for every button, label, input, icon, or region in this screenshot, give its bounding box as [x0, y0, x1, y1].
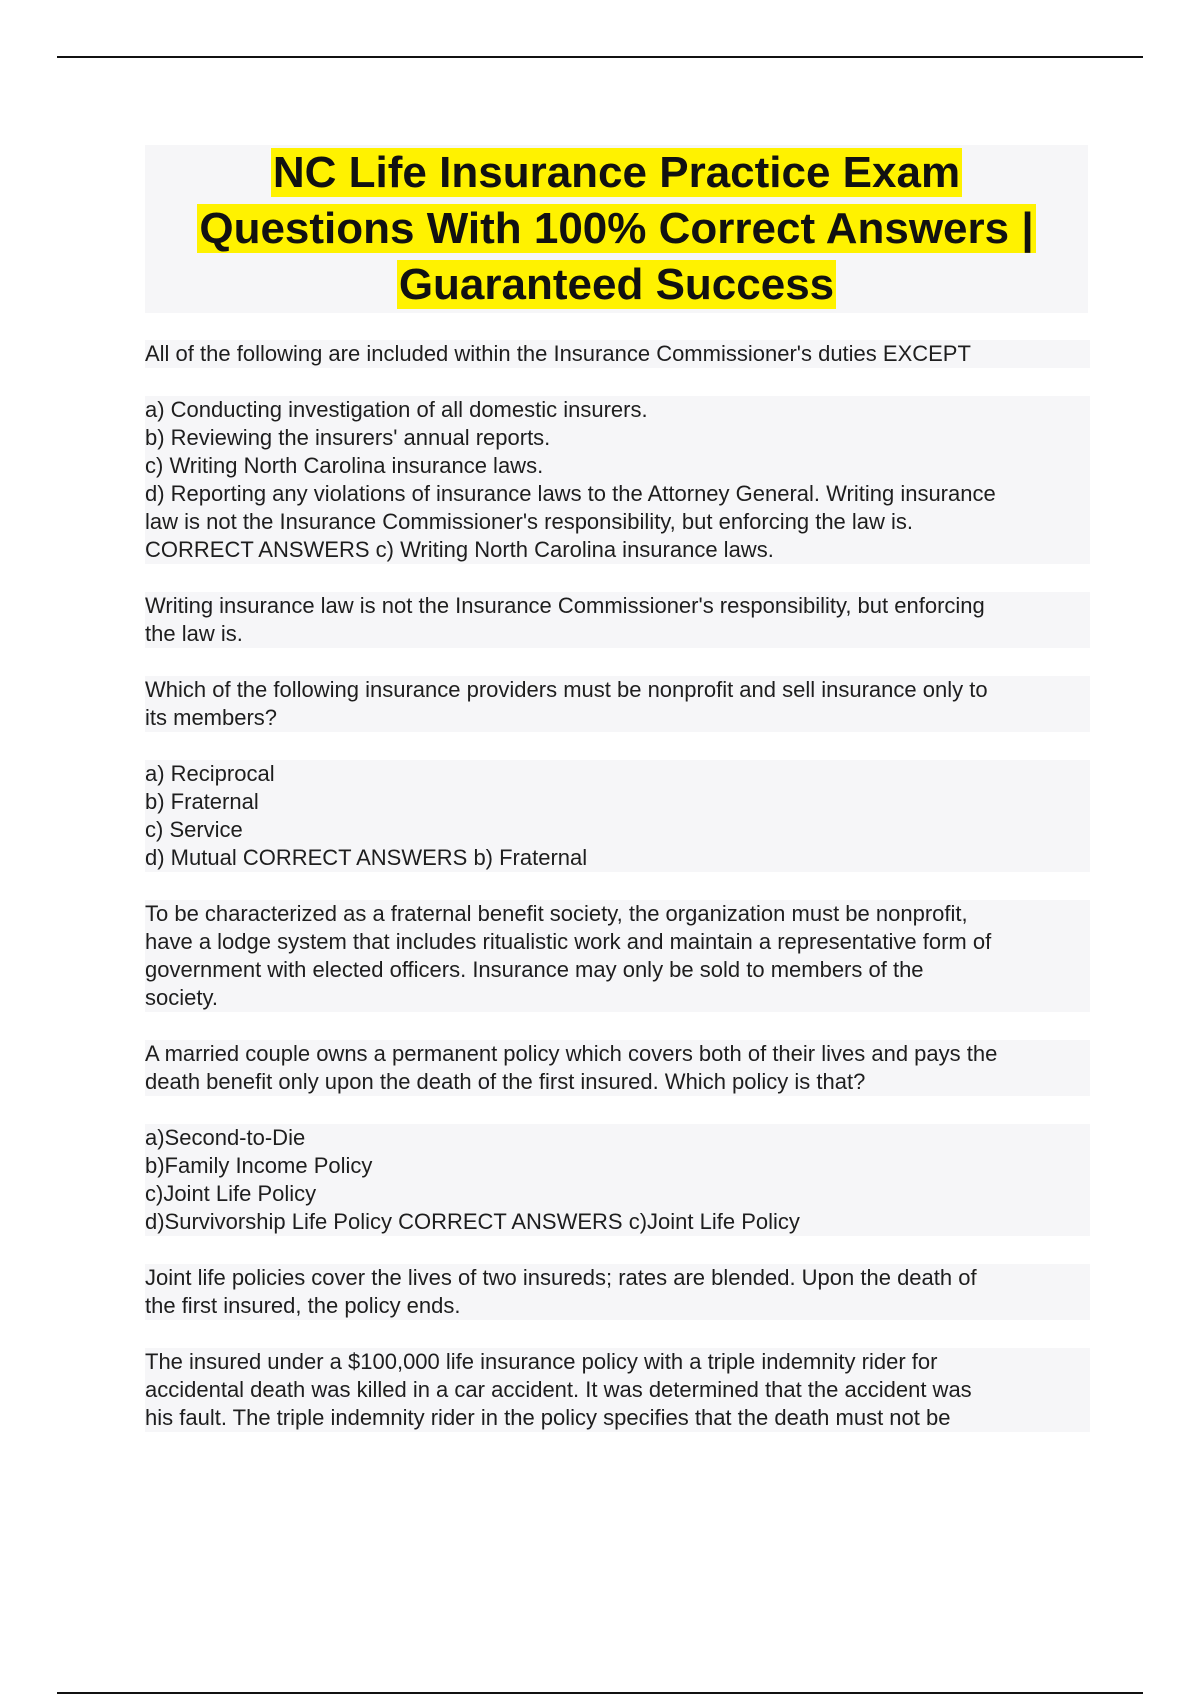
q1-explanation: Writing insurance law is not the Insurance Commissioner's responsibility, but enforcing the law is. [145, 592, 1090, 648]
q3-correct-answer: d)Survivorship Life Policy CORRECT ANSWERS c)Joint Life Policy [145, 1209, 800, 1234]
title-line-3: Guaranteed Success [398, 260, 835, 309]
document-title [145, 145, 1088, 313]
q2-options [145, 760, 1090, 872]
q4-question: The insured under a $100,000 life insurance policy with a triple indemnity rider for accidental death was killed in a car accident. It was determined that the accident was his fault. The triple indemnity rider in the policy specifies that the death must not be [145, 1348, 1090, 1432]
q1-option-c: c) Writing North Carolina insurance laws. [145, 453, 544, 478]
q2-explanation: To be characterized as a fraternal benefit society, the organization must be nonprofit, have a lodge system that includes ritualistic work and maintain a representative form of government with elected officers. Insurance may only be sold to members of the society. [145, 900, 1090, 1012]
q1-option-d-cont: law is not the Insurance Commissioner's responsibility, but enforcing the law is. [145, 509, 914, 534]
q3-option-b: b)Family Income Policy [145, 1153, 373, 1178]
q1-options [145, 396, 1090, 564]
q2-question: Which of the following insurance providers must be nonprofit and sell insurance only to its members? [145, 676, 1090, 732]
q2-option-c: c) Service [145, 817, 243, 842]
q1-question: All of the following are included within the Insurance Commissioner's duties EXCEPT [145, 340, 1090, 368]
title-line-2: Questions With 100% Correct Answers | [199, 204, 1034, 253]
q1-correct-answer: CORRECT ANSWERS c) Writing North Carolina insurance laws. [145, 537, 774, 562]
q3-option-a: a)Second-to-Die [145, 1125, 306, 1150]
q3-explanation: Joint life policies cover the lives of two insureds; rates are blended. Upon the death of the first insured, the policy ends. [145, 1264, 1090, 1320]
header-rule [57, 56, 1143, 58]
q3-question: A married couple owns a permanent policy which covers both of their lives and pays the death benefit only upon the death of the first insured. Which policy is that? [145, 1040, 1090, 1096]
q3-option-c: c)Joint Life Policy [145, 1181, 317, 1206]
q1-option-a: a) Conducting investigation of all domestic insurers. [145, 397, 648, 422]
q3-options [145, 1124, 1090, 1236]
title-line-1: NC Life Insurance Practice Exam [272, 148, 961, 197]
q1-option-d: d) Reporting any violations of insurance laws to the Attorney General. Writing insurance [145, 481, 996, 506]
q2-option-b: b) Fraternal [145, 789, 259, 814]
footer-rule [57, 1692, 1143, 1694]
document-body [145, 340, 1090, 1460]
q2-correct-answer: d) Mutual CORRECT ANSWERS b) Fraternal [145, 845, 588, 870]
q2-option-a: a) Reciprocal [145, 761, 275, 786]
q1-option-b: b) Reviewing the insurers' annual reports. [145, 425, 551, 450]
